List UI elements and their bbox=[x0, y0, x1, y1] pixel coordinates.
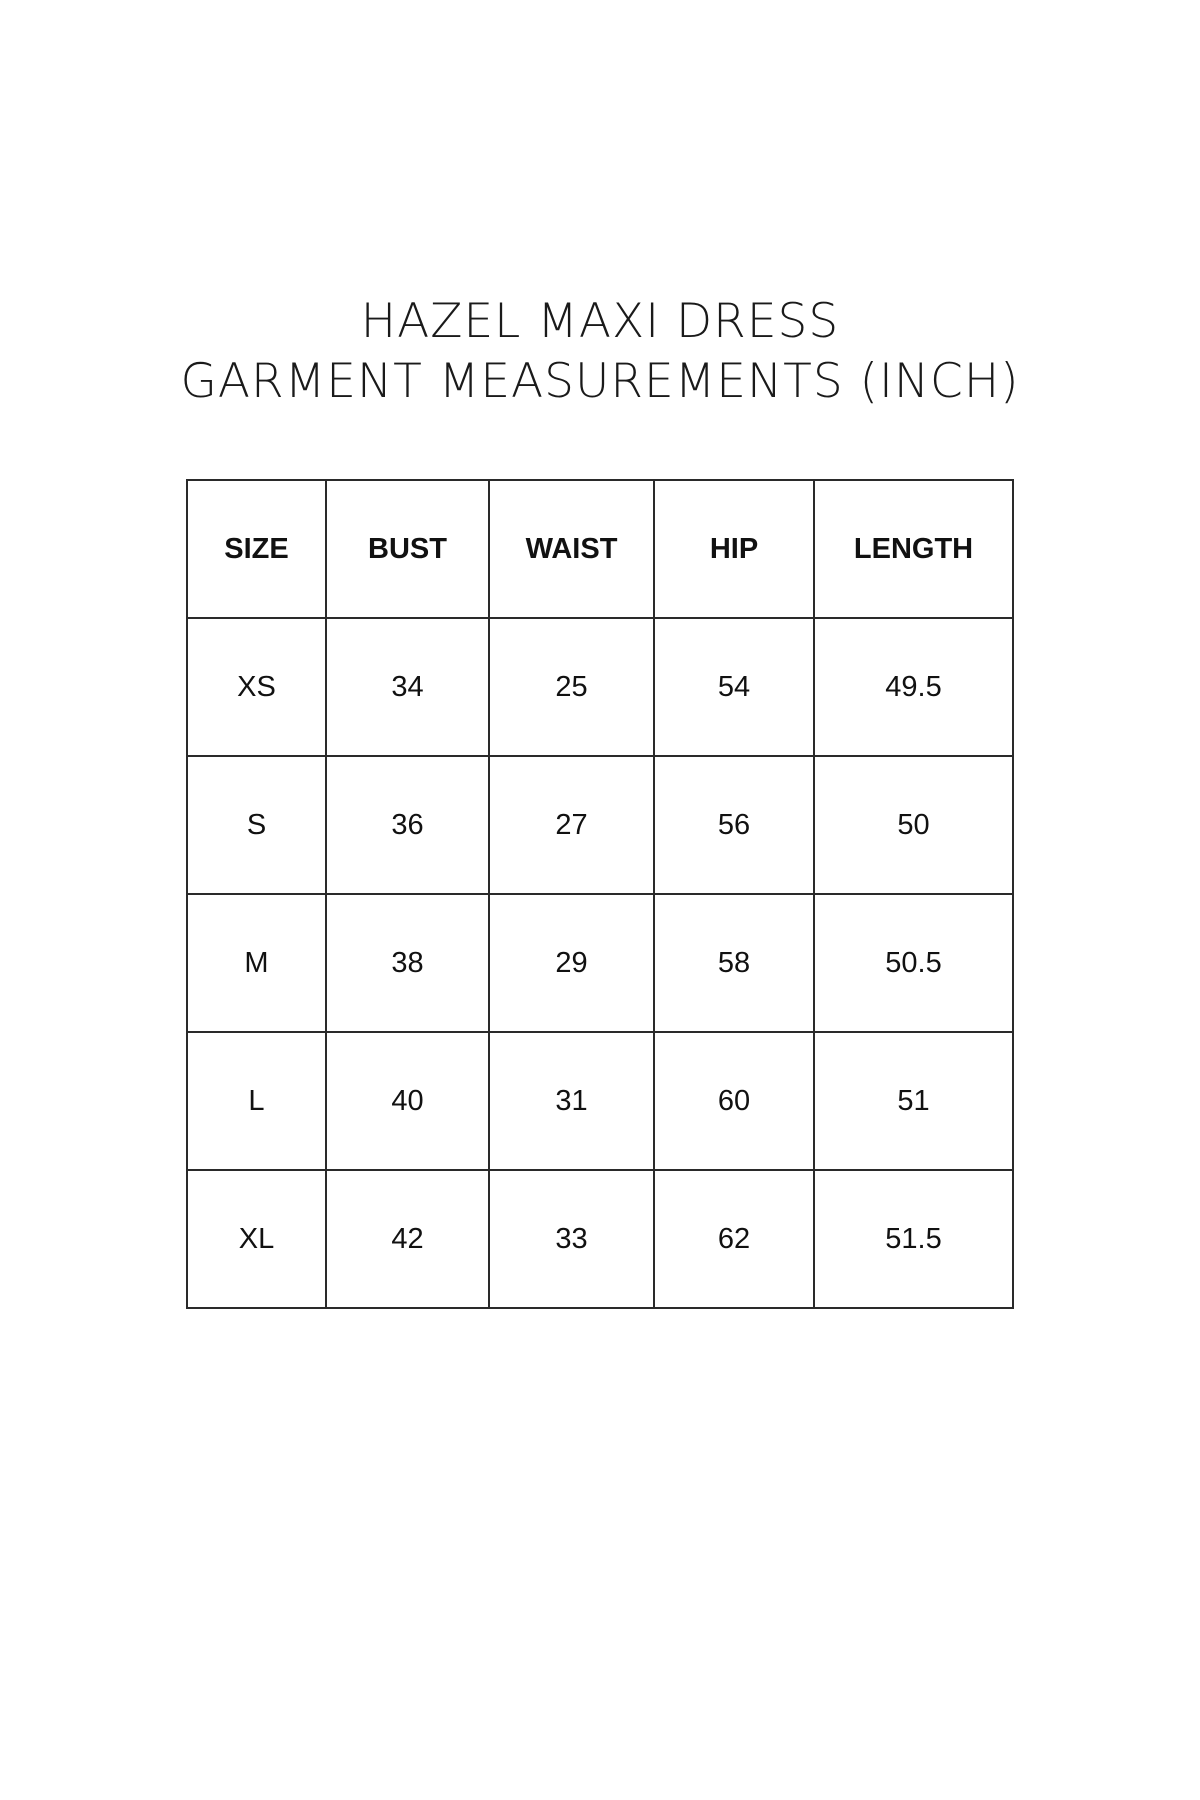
cell-size: M bbox=[187, 894, 326, 1032]
header-bust: BUST bbox=[326, 480, 489, 618]
cell-hip: 58 bbox=[654, 894, 814, 1032]
cell-size: S bbox=[187, 756, 326, 894]
cell-hip: 56 bbox=[654, 756, 814, 894]
cell-waist: 33 bbox=[489, 1170, 654, 1308]
cell-size: L bbox=[187, 1032, 326, 1170]
cell-bust: 34 bbox=[326, 618, 489, 756]
header-hip: HIP bbox=[654, 480, 814, 618]
cell-waist: 25 bbox=[489, 618, 654, 756]
cell-length: 51 bbox=[814, 1032, 1013, 1170]
cell-size: XL bbox=[187, 1170, 326, 1308]
cell-hip: 62 bbox=[654, 1170, 814, 1308]
cell-hip: 60 bbox=[654, 1032, 814, 1170]
table-row bbox=[187, 1170, 1013, 1308]
cell-size: XS bbox=[187, 618, 326, 756]
measurements-subtitle: GARMENT MEASUREMENTS (INCH) bbox=[180, 354, 1020, 409]
cell-waist: 27 bbox=[489, 756, 654, 894]
cell-length: 50 bbox=[814, 756, 1013, 894]
product-title: HAZEL MAXI DRESS bbox=[360, 294, 840, 349]
header-length: LENGTH bbox=[814, 480, 1013, 618]
table-row bbox=[187, 618, 1013, 756]
cell-length: 50.5 bbox=[814, 894, 1013, 1032]
cell-bust: 40 bbox=[326, 1032, 489, 1170]
cell-length: 49.5 bbox=[814, 618, 1013, 756]
header-waist: WAIST bbox=[489, 480, 654, 618]
cell-bust: 38 bbox=[326, 894, 489, 1032]
cell-bust: 42 bbox=[326, 1170, 489, 1308]
table-row bbox=[187, 756, 1013, 894]
cell-waist: 29 bbox=[489, 894, 654, 1032]
cell-bust: 36 bbox=[326, 756, 489, 894]
table-row bbox=[187, 894, 1013, 1032]
cell-waist: 31 bbox=[489, 1032, 654, 1170]
size-chart-table bbox=[186, 479, 1014, 1309]
cell-hip: 54 bbox=[654, 618, 814, 756]
table-row bbox=[187, 1032, 1013, 1170]
header-size: SIZE bbox=[187, 480, 326, 618]
cell-length: 51.5 bbox=[814, 1170, 1013, 1308]
page-title bbox=[0, 292, 1200, 412]
table-header-row bbox=[187, 480, 1013, 618]
